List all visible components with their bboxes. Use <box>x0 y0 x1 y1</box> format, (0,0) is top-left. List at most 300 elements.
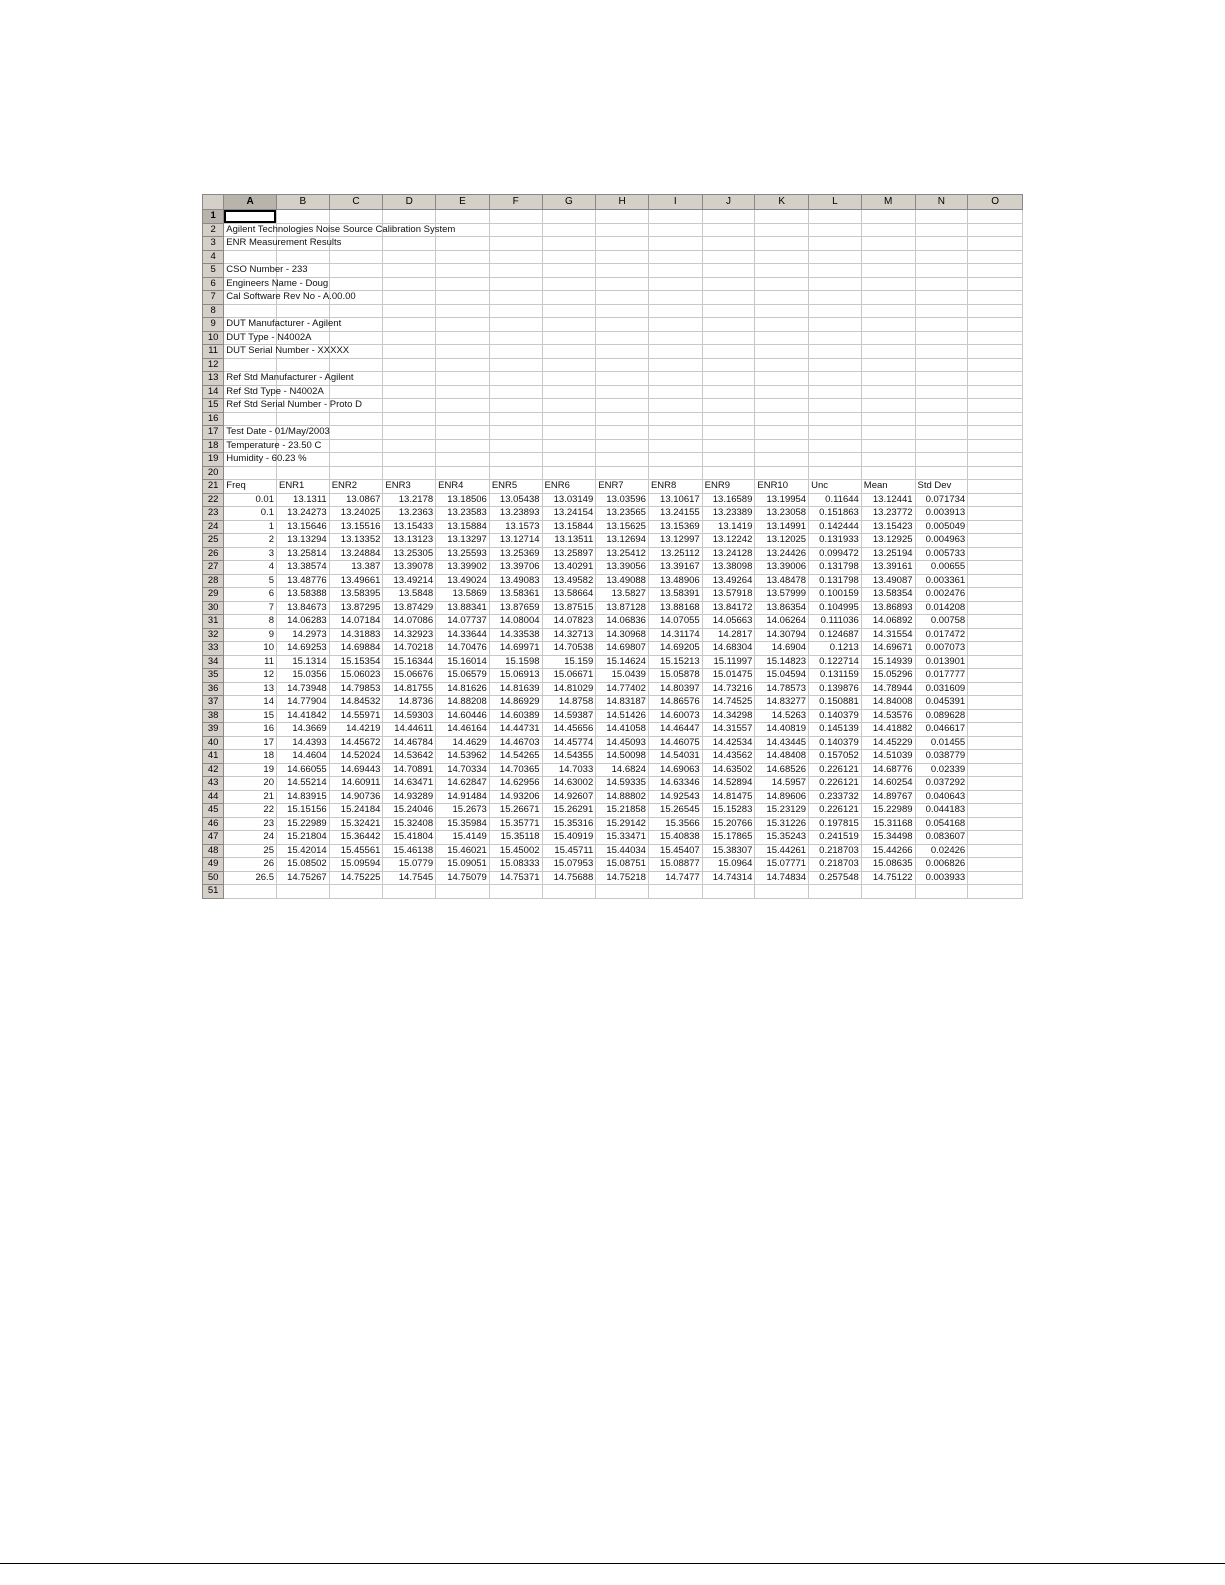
cell-d38[interactable]: 14.59303 <box>383 709 436 723</box>
cell-n13[interactable] <box>915 372 968 386</box>
column-header-l[interactable]: L <box>809 195 862 210</box>
cell-e30[interactable]: 13.88341 <box>436 601 490 615</box>
cell-b49[interactable]: 15.08502 <box>276 858 329 872</box>
row-header-44[interactable]: 44 <box>203 790 224 804</box>
cell-m50[interactable]: 14.75122 <box>861 871 915 885</box>
column-header-h[interactable]: H <box>596 195 649 210</box>
cell-m7[interactable] <box>861 291 915 305</box>
cell-d28[interactable]: 13.49214 <box>383 574 436 588</box>
row-header-12[interactable]: 12 <box>203 358 224 372</box>
cell-a29[interactable]: 6 <box>224 588 277 602</box>
cell-c31[interactable]: 14.07184 <box>329 615 383 629</box>
cell-f9[interactable] <box>489 318 542 332</box>
cell-f8[interactable] <box>489 304 542 318</box>
cell-d33[interactable]: 14.70218 <box>383 642 436 656</box>
cell-j24[interactable]: 13.1419 <box>702 520 755 534</box>
cell-f30[interactable]: 13.87659 <box>489 601 542 615</box>
cell-g37[interactable]: 14.8758 <box>542 696 596 710</box>
cell-o43[interactable] <box>968 777 1023 791</box>
cell-a35[interactable]: 12 <box>224 669 277 683</box>
cell-i26[interactable]: 13.25112 <box>648 547 702 561</box>
cell-f45[interactable]: 15.26671 <box>489 804 542 818</box>
cell-c30[interactable]: 13.87295 <box>329 601 383 615</box>
cell-n33[interactable]: 0.007073 <box>915 642 968 656</box>
cell-g32[interactable]: 14.32713 <box>542 628 596 642</box>
cell-d6[interactable] <box>383 277 436 291</box>
cell-k24[interactable]: 13.14991 <box>755 520 809 534</box>
cell-d44[interactable]: 14.93289 <box>383 790 436 804</box>
cell-d37[interactable]: 14.8736 <box>383 696 436 710</box>
cell-n29[interactable]: 0.002476 <box>915 588 968 602</box>
cell-b27[interactable]: 13.38574 <box>276 561 329 575</box>
cell-g26[interactable]: 13.25897 <box>542 547 596 561</box>
cell-e20[interactable] <box>436 466 490 480</box>
cell-a5[interactable] <box>224 264 308 278</box>
cell-h24[interactable]: 13.15625 <box>596 520 649 534</box>
cell-i33[interactable]: 14.69205 <box>648 642 702 656</box>
cell-d26[interactable]: 13.25305 <box>383 547 436 561</box>
cell-m5[interactable] <box>861 264 915 278</box>
cell-e9[interactable] <box>436 318 490 332</box>
cell-h28[interactable]: 13.49088 <box>596 574 649 588</box>
cell-l31[interactable]: 0.111036 <box>809 615 862 629</box>
cell-f38[interactable]: 14.60389 <box>489 709 542 723</box>
cell-c14[interactable] <box>329 385 383 399</box>
cell-f36[interactable]: 14.81639 <box>489 682 542 696</box>
cell-k27[interactable]: 13.39006 <box>755 561 809 575</box>
cell-n26[interactable]: 0.005733 <box>915 547 968 561</box>
cell-d48[interactable]: 15.46138 <box>383 844 436 858</box>
cell-a46[interactable]: 23 <box>224 817 277 831</box>
cell-o49[interactable] <box>968 858 1023 872</box>
cell-i30[interactable]: 13.88168 <box>648 601 702 615</box>
cell-c48[interactable]: 15.45561 <box>329 844 383 858</box>
cell-a38[interactable]: 15 <box>224 709 277 723</box>
cell-o38[interactable] <box>968 709 1023 723</box>
row-header-46[interactable]: 46 <box>203 817 224 831</box>
cell-h10[interactable] <box>596 331 649 345</box>
header-cell-b21[interactable]: ENR1 <box>276 480 329 494</box>
cell-m38[interactable]: 14.53576 <box>861 709 915 723</box>
cell-j6[interactable] <box>702 277 755 291</box>
cell-f25[interactable]: 13.12714 <box>489 534 542 548</box>
cell-f4[interactable] <box>489 250 542 264</box>
row-header-33[interactable]: 33 <box>203 642 224 656</box>
row-header-23[interactable]: 23 <box>203 507 224 521</box>
cell-o33[interactable] <box>968 642 1023 656</box>
cell-d1[interactable] <box>383 210 436 224</box>
column-header-e[interactable]: E <box>436 195 490 210</box>
cell-e46[interactable]: 15.35984 <box>436 817 490 831</box>
cell-b23[interactable]: 13.24273 <box>276 507 329 521</box>
cell-e19[interactable] <box>436 453 490 467</box>
cell-l8[interactable] <box>809 304 862 318</box>
cell-h23[interactable]: 13.23565 <box>596 507 649 521</box>
cell-a47[interactable]: 24 <box>224 831 277 845</box>
cell-f14[interactable] <box>489 385 542 399</box>
cell-e41[interactable]: 14.53962 <box>436 750 490 764</box>
cell-h30[interactable]: 13.87128 <box>596 601 649 615</box>
row-header-41[interactable]: 41 <box>203 750 224 764</box>
column-header-d[interactable]: D <box>383 195 436 210</box>
cell-b34[interactable]: 15.1314 <box>276 655 329 669</box>
row-header-43[interactable]: 43 <box>203 777 224 791</box>
column-header-f[interactable]: F <box>489 195 542 210</box>
cell-e40[interactable]: 14.4629 <box>436 736 490 750</box>
cell-i2[interactable] <box>648 223 702 237</box>
cell-h36[interactable]: 14.77402 <box>596 682 649 696</box>
cell-e15[interactable] <box>436 399 490 413</box>
cell-k14[interactable] <box>755 385 809 399</box>
cell-a32[interactable]: 9 <box>224 628 277 642</box>
cell-h48[interactable]: 15.44034 <box>596 844 649 858</box>
cell-g25[interactable]: 13.13511 <box>542 534 596 548</box>
cell-m31[interactable]: 14.06892 <box>861 615 915 629</box>
cell-n35[interactable]: 0.017777 <box>915 669 968 683</box>
cell-g17[interactable] <box>542 426 596 440</box>
cell-b24[interactable]: 13.15646 <box>276 520 329 534</box>
cell-l29[interactable]: 0.100159 <box>809 588 862 602</box>
row-header-35[interactable]: 35 <box>203 669 224 683</box>
cell-j36[interactable]: 14.73216 <box>702 682 755 696</box>
cell-b20[interactable] <box>276 466 329 480</box>
cell-m41[interactable]: 14.51039 <box>861 750 915 764</box>
cell-o39[interactable] <box>968 723 1023 737</box>
cell-k37[interactable]: 14.83277 <box>755 696 809 710</box>
cell-a34[interactable]: 11 <box>224 655 277 669</box>
cell-d22[interactable]: 13.2178 <box>383 493 436 507</box>
cell-l23[interactable]: 0.151863 <box>809 507 862 521</box>
cell-h45[interactable]: 15.21858 <box>596 804 649 818</box>
cell-j20[interactable] <box>702 466 755 480</box>
cell-l38[interactable]: 0.140379 <box>809 709 862 723</box>
cell-m35[interactable]: 15.05296 <box>861 669 915 683</box>
cell-e27[interactable]: 13.39902 <box>436 561 490 575</box>
cell-a1[interactable] <box>224 210 277 224</box>
cell-k43[interactable]: 14.5957 <box>755 777 809 791</box>
cell-d27[interactable]: 13.39078 <box>383 561 436 575</box>
cell-a44[interactable]: 21 <box>224 790 277 804</box>
cell-n2[interactable] <box>915 223 968 237</box>
cell-n19[interactable] <box>915 453 968 467</box>
cell-c43[interactable]: 14.60911 <box>329 777 383 791</box>
cell-j41[interactable]: 14.43562 <box>702 750 755 764</box>
cell-i44[interactable]: 14.92543 <box>648 790 702 804</box>
cell-c45[interactable]: 15.24184 <box>329 804 383 818</box>
cell-o5[interactable] <box>968 264 1023 278</box>
cell-k30[interactable]: 13.86354 <box>755 601 809 615</box>
cell-c26[interactable]: 13.24884 <box>329 547 383 561</box>
cell-h3[interactable] <box>596 237 649 251</box>
cell-c5[interactable] <box>329 264 383 278</box>
row-header-19[interactable]: 19 <box>203 453 224 467</box>
cell-k42[interactable]: 14.68526 <box>755 763 809 777</box>
cell-k19[interactable] <box>755 453 809 467</box>
column-header-i[interactable]: I <box>648 195 702 210</box>
cell-i15[interactable] <box>648 399 702 413</box>
cell-f33[interactable]: 14.69971 <box>489 642 542 656</box>
cell-l6[interactable] <box>809 277 862 291</box>
cell-b32[interactable]: 14.2973 <box>276 628 329 642</box>
cell-e12[interactable] <box>436 358 490 372</box>
row-header-24[interactable]: 24 <box>203 520 224 534</box>
cell-e5[interactable] <box>436 264 490 278</box>
cell-d9[interactable] <box>383 318 436 332</box>
header-cell-c21[interactable]: ENR2 <box>329 480 383 494</box>
cell-g45[interactable]: 15.26291 <box>542 804 596 818</box>
cell-g20[interactable] <box>542 466 596 480</box>
cell-n32[interactable]: 0.017472 <box>915 628 968 642</box>
cell-l33[interactable]: 0.1213 <box>809 642 862 656</box>
cell-h29[interactable]: 13.5827 <box>596 588 649 602</box>
cell-m11[interactable] <box>861 345 915 359</box>
cell-e14[interactable] <box>436 385 490 399</box>
cell-a45[interactable]: 22 <box>224 804 277 818</box>
column-header-o[interactable]: O <box>968 195 1023 210</box>
row-header-28[interactable]: 28 <box>203 574 224 588</box>
cell-h26[interactable]: 13.25412 <box>596 547 649 561</box>
cell-m10[interactable] <box>861 331 915 345</box>
cell-o2[interactable] <box>968 223 1023 237</box>
cell-n16[interactable] <box>915 412 968 426</box>
row-header-16[interactable]: 16 <box>203 412 224 426</box>
cell-j46[interactable]: 15.20766 <box>702 817 755 831</box>
cell-o47[interactable] <box>968 831 1023 845</box>
cell-j38[interactable]: 14.34298 <box>702 709 755 723</box>
cell-l24[interactable]: 0.142444 <box>809 520 862 534</box>
cell-l19[interactable] <box>809 453 862 467</box>
cell-k41[interactable]: 14.48408 <box>755 750 809 764</box>
cell-b44[interactable]: 14.83915 <box>276 790 329 804</box>
cell-b33[interactable]: 14.69253 <box>276 642 329 656</box>
cell-c35[interactable]: 15.06023 <box>329 669 383 683</box>
row-header-6[interactable]: 6 <box>203 277 224 291</box>
cell-f32[interactable]: 14.33538 <box>489 628 542 642</box>
cell-m32[interactable]: 14.31554 <box>861 628 915 642</box>
cell-b25[interactable]: 13.13294 <box>276 534 329 548</box>
cell-k4[interactable] <box>755 250 809 264</box>
cell-g29[interactable]: 13.58664 <box>542 588 596 602</box>
cell-c23[interactable]: 13.24025 <box>329 507 383 521</box>
cell-h13[interactable] <box>596 372 649 386</box>
cell-i42[interactable]: 14.69063 <box>648 763 702 777</box>
cell-f51[interactable] <box>489 885 542 899</box>
cell-b48[interactable]: 15.42014 <box>276 844 329 858</box>
cell-k50[interactable]: 14.74834 <box>755 871 809 885</box>
cell-g14[interactable] <box>542 385 596 399</box>
cell-g4[interactable] <box>542 250 596 264</box>
cell-l22[interactable]: 0.11644 <box>809 493 862 507</box>
cell-a4[interactable] <box>224 250 277 264</box>
cell-f6[interactable] <box>489 277 542 291</box>
cell-i37[interactable]: 14.86576 <box>648 696 702 710</box>
cell-j49[interactable]: 15.0964 <box>702 858 755 872</box>
cell-h12[interactable] <box>596 358 649 372</box>
cell-g44[interactable]: 14.92607 <box>542 790 596 804</box>
cell-o41[interactable] <box>968 750 1023 764</box>
cell-h32[interactable]: 14.30968 <box>596 628 649 642</box>
cell-o26[interactable] <box>968 547 1023 561</box>
cell-k35[interactable]: 15.04594 <box>755 669 809 683</box>
cell-j2[interactable] <box>702 223 755 237</box>
cell-m2[interactable] <box>861 223 915 237</box>
cell-a26[interactable]: 3 <box>224 547 277 561</box>
cell-n47[interactable]: 0.083607 <box>915 831 968 845</box>
row-header-40[interactable]: 40 <box>203 736 224 750</box>
cell-n37[interactable]: 0.045391 <box>915 696 968 710</box>
cell-o8[interactable] <box>968 304 1023 318</box>
cell-o25[interactable] <box>968 534 1023 548</box>
cell-h20[interactable] <box>596 466 649 480</box>
cell-i10[interactable] <box>648 331 702 345</box>
cell-b37[interactable]: 14.77904 <box>276 696 329 710</box>
cell-c50[interactable]: 14.75225 <box>329 871 383 885</box>
cell-e51[interactable] <box>436 885 490 899</box>
cell-i28[interactable]: 13.48906 <box>648 574 702 588</box>
cell-h11[interactable] <box>596 345 649 359</box>
cell-f27[interactable]: 13.39706 <box>489 561 542 575</box>
cell-o51[interactable] <box>968 885 1023 899</box>
cell-i23[interactable]: 13.24155 <box>648 507 702 521</box>
cell-n15[interactable] <box>915 399 968 413</box>
column-header-m[interactable]: M <box>861 195 915 210</box>
cell-f3[interactable] <box>489 237 542 251</box>
cell-f40[interactable]: 14.46703 <box>489 736 542 750</box>
cell-g28[interactable]: 13.49582 <box>542 574 596 588</box>
row-header-50[interactable]: 50 <box>203 871 224 885</box>
cell-a24[interactable]: 1 <box>224 520 277 534</box>
cell-o32[interactable] <box>968 628 1023 642</box>
column-header-b[interactable]: B <box>276 195 329 210</box>
cell-k49[interactable]: 15.07771 <box>755 858 809 872</box>
cell-g18[interactable] <box>542 439 596 453</box>
row-header-37[interactable]: 37 <box>203 696 224 710</box>
cell-l25[interactable]: 0.131933 <box>809 534 862 548</box>
cell-j45[interactable]: 15.15283 <box>702 804 755 818</box>
cell-g22[interactable]: 13.03149 <box>542 493 596 507</box>
cell-m12[interactable] <box>861 358 915 372</box>
cell-l35[interactable]: 0.131159 <box>809 669 862 683</box>
cell-d30[interactable]: 13.87429 <box>383 601 436 615</box>
cell-n39[interactable]: 0.046617 <box>915 723 968 737</box>
cell-g40[interactable]: 14.45774 <box>542 736 596 750</box>
cell-b8[interactable] <box>276 304 329 318</box>
cell-b42[interactable]: 14.66055 <box>276 763 329 777</box>
cell-m13[interactable] <box>861 372 915 386</box>
cell-m6[interactable] <box>861 277 915 291</box>
cell-l45[interactable]: 0.226121 <box>809 804 862 818</box>
row-header-18[interactable]: 18 <box>203 439 224 453</box>
cell-i17[interactable] <box>648 426 702 440</box>
cell-a7[interactable] <box>224 291 356 305</box>
header-cell-d21[interactable]: ENR3 <box>383 480 436 494</box>
cell-h8[interactable] <box>596 304 649 318</box>
cell-b38[interactable]: 14.41842 <box>276 709 329 723</box>
cell-a9[interactable] <box>224 318 342 332</box>
cell-g51[interactable] <box>542 885 596 899</box>
header-cell-j21[interactable]: ENR9 <box>702 480 755 494</box>
cell-d4[interactable] <box>383 250 436 264</box>
cell-b22[interactable]: 13.1311 <box>276 493 329 507</box>
cell-o15[interactable] <box>968 399 1023 413</box>
cell-h14[interactable] <box>596 385 649 399</box>
cell-d50[interactable]: 14.7545 <box>383 871 436 885</box>
cell-d17[interactable] <box>383 426 436 440</box>
cell-m40[interactable]: 14.45229 <box>861 736 915 750</box>
cell-m18[interactable] <box>861 439 915 453</box>
cell-d11[interactable] <box>383 345 436 359</box>
cell-h27[interactable]: 13.39056 <box>596 561 649 575</box>
cell-l28[interactable]: 0.131798 <box>809 574 862 588</box>
cell-n4[interactable] <box>915 250 968 264</box>
cell-o40[interactable] <box>968 736 1023 750</box>
cell-o24[interactable] <box>968 520 1023 534</box>
cell-k34[interactable]: 15.14823 <box>755 655 809 669</box>
cell-h4[interactable] <box>596 250 649 264</box>
cell-e36[interactable]: 14.81626 <box>436 682 490 696</box>
cell-j16[interactable] <box>702 412 755 426</box>
cell-k51[interactable] <box>755 885 809 899</box>
cell-d41[interactable]: 14.53642 <box>383 750 436 764</box>
cell-f17[interactable] <box>489 426 542 440</box>
cell-i8[interactable] <box>648 304 702 318</box>
cell-j48[interactable]: 15.38307 <box>702 844 755 858</box>
cell-i51[interactable] <box>648 885 702 899</box>
cell-l5[interactable] <box>809 264 862 278</box>
cell-f47[interactable]: 15.35118 <box>489 831 542 845</box>
cell-k6[interactable] <box>755 277 809 291</box>
cell-m45[interactable]: 15.22989 <box>861 804 915 818</box>
cell-n14[interactable] <box>915 385 968 399</box>
cell-k5[interactable] <box>755 264 809 278</box>
cell-a2[interactable] <box>224 223 456 237</box>
cell-n34[interactable]: 0.013901 <box>915 655 968 669</box>
cell-n31[interactable]: 0.00758 <box>915 615 968 629</box>
cell-c1[interactable] <box>329 210 383 224</box>
cell-d40[interactable]: 14.46784 <box>383 736 436 750</box>
cell-g48[interactable]: 15.45711 <box>542 844 596 858</box>
row-header-1[interactable]: 1 <box>203 210 224 224</box>
cell-e10[interactable] <box>436 331 490 345</box>
cell-n3[interactable] <box>915 237 968 251</box>
cell-b46[interactable]: 15.22989 <box>276 817 329 831</box>
cell-l3[interactable] <box>809 237 862 251</box>
cell-f5[interactable] <box>489 264 542 278</box>
cell-b50[interactable]: 14.75267 <box>276 871 329 885</box>
cell-i6[interactable] <box>648 277 702 291</box>
cell-e47[interactable]: 15.4149 <box>436 831 490 845</box>
cell-e16[interactable] <box>436 412 490 426</box>
cell-d47[interactable]: 15.41804 <box>383 831 436 845</box>
cell-f19[interactable] <box>489 453 542 467</box>
row-header-10[interactable]: 10 <box>203 331 224 345</box>
cell-a42[interactable]: 19 <box>224 763 277 777</box>
cell-b35[interactable]: 15.0356 <box>276 669 329 683</box>
cell-d13[interactable] <box>383 372 436 386</box>
row-header-9[interactable]: 9 <box>203 318 224 332</box>
cell-a40[interactable]: 17 <box>224 736 277 750</box>
cell-m9[interactable] <box>861 318 915 332</box>
cell-f26[interactable]: 13.25369 <box>489 547 542 561</box>
cell-j44[interactable]: 14.81475 <box>702 790 755 804</box>
cell-h44[interactable]: 14.88802 <box>596 790 649 804</box>
cell-f31[interactable]: 14.08004 <box>489 615 542 629</box>
cell-a37[interactable]: 14 <box>224 696 277 710</box>
cell-j17[interactable] <box>702 426 755 440</box>
cell-i13[interactable] <box>648 372 702 386</box>
cell-h40[interactable]: 14.45093 <box>596 736 649 750</box>
cell-l40[interactable]: 0.140379 <box>809 736 862 750</box>
